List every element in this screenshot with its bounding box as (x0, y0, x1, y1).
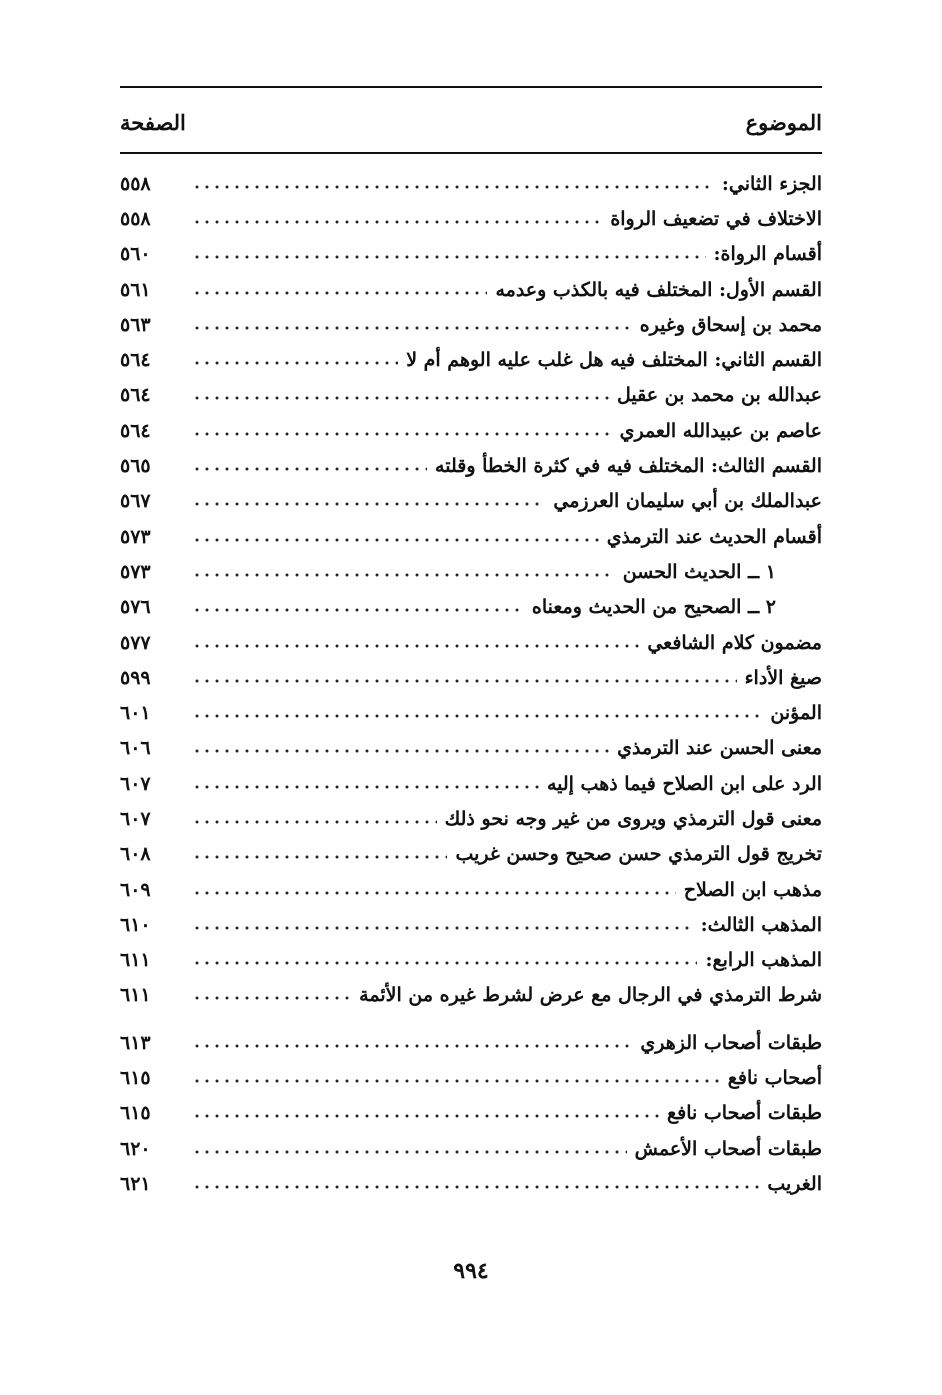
dot-leader (192, 677, 737, 685)
toc-entry (120, 1131, 822, 1166)
toc-entry-title: تخريج قول الترمذي حسن صحيح وحسن غريب (455, 843, 822, 866)
dot-leader (192, 959, 697, 967)
toc-entry (120, 413, 822, 448)
dot-leader (192, 289, 487, 297)
dot-leader (192, 783, 539, 791)
toc-entry-title: عاصم بن عبيدالله العمري (619, 419, 822, 442)
toc-entry-title: طبقات أصحاب نافع (667, 1102, 822, 1125)
toc-entry-title: طبقات أصحاب الأعمش (634, 1137, 822, 1160)
dot-leader (192, 430, 612, 438)
dot-leader (192, 394, 609, 402)
dot-leader (192, 818, 437, 826)
dot-leader (192, 853, 447, 861)
toc-entry-title: القسم الثاني: المختلف فيه هل غلب عليه الوهم أم لا (406, 349, 822, 372)
dot-leader (192, 218, 602, 226)
toc-entry (120, 1060, 822, 1095)
dot-leader (192, 1148, 627, 1156)
toc-entry-page: ٥٦٧ (120, 490, 151, 513)
toc-entry-title: الجزء الثاني: (721, 172, 822, 195)
toc-entry-page: ٦١١ (120, 949, 151, 972)
toc-entry-title: ١ ــ الحديث الحسن (622, 560, 776, 583)
dot-leader (192, 465, 427, 473)
toc-entry-title: القسم الأول: المختلف فيه بالكذب وعدمه (495, 278, 822, 301)
dot-leader (192, 994, 351, 1002)
dot-leader (192, 1183, 759, 1191)
toc-entry (120, 378, 822, 413)
toc-entry-page: ٥٧٧ (120, 631, 151, 654)
dot-leader (192, 324, 632, 332)
toc-entry-page: ٥٦٤ (120, 349, 151, 372)
dot-leader (192, 1112, 659, 1120)
dot-leader (192, 183, 714, 191)
page-number: ٩٩٤ (453, 1258, 489, 1284)
toc-entry-page: ٥٧٣ (120, 525, 151, 548)
toc-page (120, 86, 822, 1316)
toc-entry-page: ٥٦٠ (120, 243, 151, 266)
toc-entry-title: الرد على ابن الصلاح فيما ذهب إليه (546, 772, 822, 795)
toc-entry (120, 801, 822, 836)
toc-entry-page: ٦١٥ (120, 1102, 151, 1125)
dot-leader (192, 712, 762, 720)
dot-leader (192, 571, 615, 579)
dot-leader (192, 500, 545, 508)
toc-entry-page: ٦٠٨ (120, 843, 151, 866)
toc-entry-page: ٥٦١ (120, 278, 151, 301)
toc-entry-title: أقسام الرواة: (713, 243, 822, 266)
toc-entry-page: ٦٠٧ (120, 807, 151, 830)
toc-entry-title: محمد بن إسحاق وغيره (639, 313, 822, 336)
toc-entry-page: ٥٥٨ (120, 172, 151, 195)
toc-entry (120, 1166, 822, 1201)
toc-entry (120, 625, 822, 660)
toc-entry-title: المذهب الرابع: (705, 949, 822, 972)
toc-entry-title: أصحاب نافع (727, 1067, 822, 1090)
toc-entry-title: مضمون كلام الشافعي (647, 631, 822, 654)
toc-entry-title: صيغ الأداء (744, 666, 822, 689)
dot-leader (192, 889, 676, 897)
toc-entry (120, 342, 822, 377)
toc-entry-page: ٥٦٤ (120, 419, 151, 442)
toc-entry (120, 484, 822, 519)
dot-leader (192, 642, 639, 650)
toc-entry-title: المذهب الثالث: (700, 913, 822, 936)
dot-leader (192, 1077, 720, 1085)
toc-entry-page: ٦٠١ (120, 702, 151, 725)
toc-entry-page: ٦٠٦ (120, 737, 151, 760)
toc-entry-title: عبدالله بن محمد بن عقيل (616, 384, 822, 407)
toc-entry (120, 695, 822, 730)
toc-entry (120, 554, 822, 589)
toc-entry (120, 590, 822, 625)
toc-entry-title: ٢ ــ الصحيح من الحديث ومعناه (531, 596, 776, 619)
toc-entry-title: عبدالملك بن أبي سليمان العرزمي (553, 490, 822, 513)
toc-entry (120, 1025, 822, 1060)
topic-column-label: الموضوع (745, 109, 822, 135)
toc-entry-page: ٥٦٥ (120, 455, 151, 478)
toc-entry-page: ٥٧٣ (120, 560, 151, 583)
toc-entry-page: ٦١٣ (120, 1031, 151, 1054)
toc-entry (120, 907, 822, 942)
toc-entry-title: معنى قول الترمذي ويروى من غير وجه نحو ذلك (444, 807, 822, 830)
dot-leader (192, 1042, 632, 1050)
toc-entry-title: أقسام الحديث عند الترمذي (606, 525, 822, 548)
toc-entry (120, 978, 822, 1013)
toc-entry-page: ٦١١ (120, 984, 151, 1007)
toc-entry-page: ٥٦٣ (120, 313, 151, 336)
toc-entry-title: الاختلاف في تضعيف الرواة (610, 207, 822, 230)
toc-entry-title: الغريب (767, 1172, 822, 1195)
toc-entry (120, 307, 822, 342)
toc-entry-page: ٥٧٦ (120, 596, 151, 619)
toc-entry (120, 660, 822, 695)
toc-entry (120, 837, 822, 872)
toc-entry-page: ٦٠٩ (120, 878, 151, 901)
dot-leader (192, 536, 599, 544)
toc-entry-page: ٥٥٨ (120, 207, 151, 230)
toc-entry-page: ٦٢١ (120, 1172, 151, 1195)
toc-entry-title: طبقات أصحاب الزهري (640, 1031, 822, 1054)
toc-entry-page: ٥٦٤ (120, 384, 151, 407)
toc-entry-page: ٥٩٩ (120, 666, 151, 689)
toc-entry-page: ٦١٠ (120, 913, 151, 936)
toc-entry (120, 272, 822, 307)
toc-entry-page: ٦١٥ (120, 1067, 151, 1090)
toc-entry (120, 1096, 822, 1131)
dot-leader (192, 606, 524, 614)
toc-entry (120, 166, 822, 201)
header-bottom-rule (120, 152, 822, 154)
page-column-label: الصفحة (120, 109, 186, 135)
toc-list (120, 166, 822, 1202)
toc-entry (120, 519, 822, 554)
toc-entry (120, 766, 822, 801)
dot-leader (192, 747, 609, 755)
toc-entry (120, 237, 822, 272)
dot-leader (192, 359, 398, 367)
toc-entry (120, 731, 822, 766)
header-top-rule (120, 86, 822, 88)
toc-entry-title: شرط الترمذي في الرجال مع عرض لشرط غيره من الأئمة (359, 984, 822, 1007)
toc-entry (120, 448, 822, 483)
toc-entry-page: ٦٢٠ (120, 1137, 151, 1160)
dot-leader (192, 253, 706, 261)
toc-entry-title: المؤنن (770, 702, 822, 725)
dot-leader (192, 924, 693, 932)
toc-entry-title: مذهب ابن الصلاح (683, 878, 822, 901)
toc-entry (120, 943, 822, 978)
toc-header (120, 102, 822, 142)
toc-entry (120, 201, 822, 236)
toc-entry (120, 872, 822, 907)
toc-entry-title: معنى الحسن عند الترمذي (617, 737, 822, 760)
toc-entry-title: القسم الثالث: المختلف فيه في كثرة الخطأ وقلته (435, 455, 822, 478)
toc-entry-page: ٦٠٧ (120, 772, 151, 795)
